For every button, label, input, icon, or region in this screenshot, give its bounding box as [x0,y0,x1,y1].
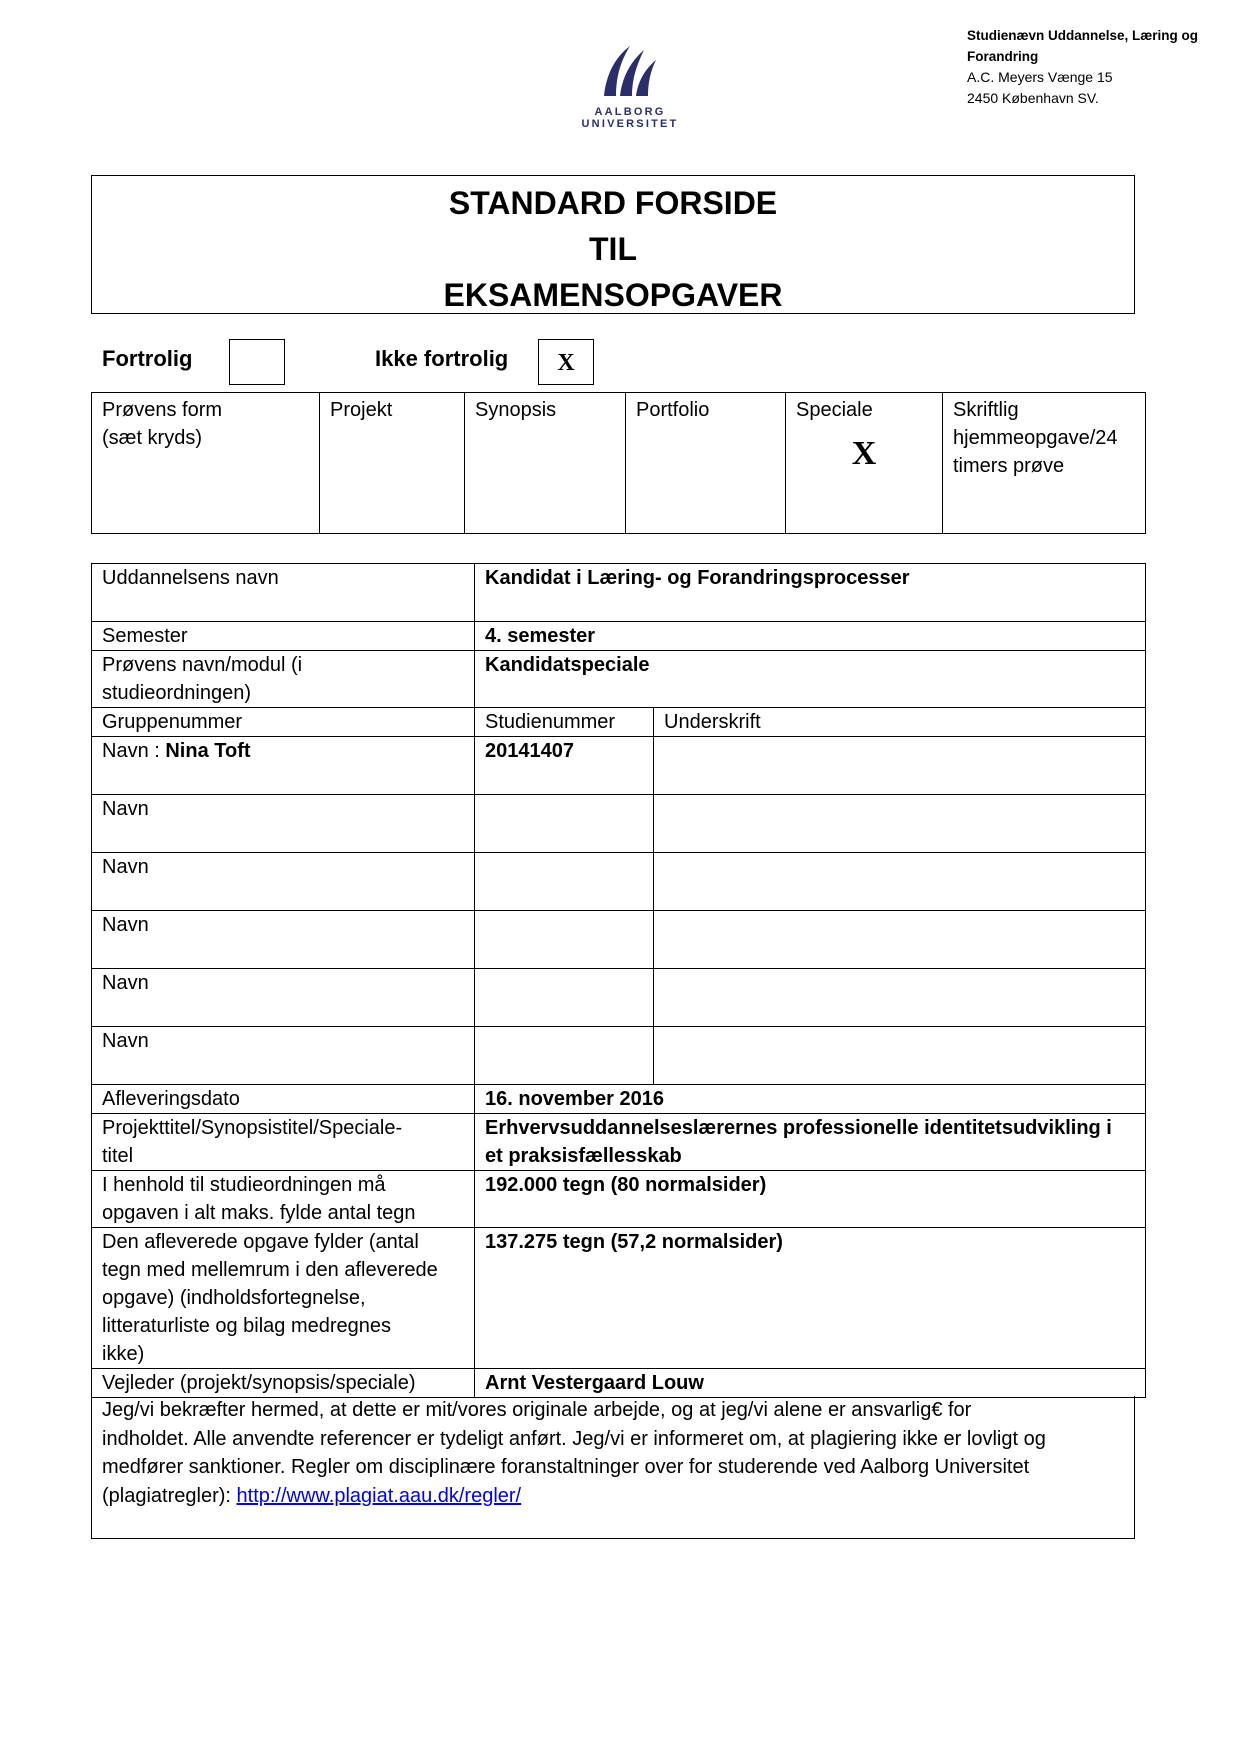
table-row [92,911,1146,969]
title-line: TIL [589,231,637,267]
underskrift-header: Underskrift [654,708,1146,737]
titel-label: Projekttitel/Synopsistitel/Speciale- titel [92,1114,475,1171]
ikke-fortrolig-checkbox[interactable]: X [538,339,594,385]
member-studienummer[interactable] [475,795,654,853]
semester-label: Semester [92,622,475,651]
member-name: Navn [92,795,475,853]
member-underskrift[interactable] [654,911,1146,969]
title-line: STANDARD FORSIDE [448,185,778,221]
form-type-table [91,392,1146,534]
proeve-value: Kandidatspeciale [475,651,1146,708]
ikke-fortrolig-label: Ikke fortrolig [375,346,509,371]
declaration-line: medfører sanktioner. Regler om disciplinære foranstaltninger over for studerende ved Aalborg Universitet [102,1456,1030,1478]
logo-text: AALBORG UNIVERSITET [581,106,679,130]
member-underskrift[interactable] [654,795,1146,853]
member-name: Navn [92,853,475,911]
member-studienummer[interactable] [475,969,654,1027]
aau-logo-icon [600,40,660,100]
member-name: Navn [92,1027,475,1085]
declaration-line: indholdet. Alle anvendte referencer er tydeligt anført. Jeg/vi er informeret om, at plagiering ikke er lovligt og [102,1427,1046,1450]
max-tegn-label: I henhold til studieordningen må opgaven i alt maks. fylde antal tegn [92,1171,475,1228]
semester-value: 4. semester [475,622,1146,651]
vejleder-value: Arnt Vestergaard Louw [475,1369,1146,1398]
fortrolig-checkbox[interactable] [229,339,285,385]
university-logo [555,40,705,140]
option-synopsis[interactable]: Synopsis [465,393,626,534]
vejleder-label: Vejleder (projekt/synopsis/speciale) [92,1369,475,1398]
plagiat-rules-link[interactable]: http://www.plagiat.aau.dk/regler/ [236,1484,522,1507]
address-line: Forandring [967,48,1039,64]
uddannelse-label: Uddannelsens navn [92,564,475,622]
table-row [92,737,1146,795]
address-line: A.C. Meyers Vænge 15 [967,69,1113,85]
check-mark: X [851,435,877,472]
studienummer-header: Studienummer [475,708,654,737]
page-title [91,175,1135,314]
uddannelse-value: Kandidat i Læring- og Forandringsprocesser [475,564,1146,622]
member-studienummer[interactable] [475,911,654,969]
option-speciale[interactable]: Speciale X [786,393,943,534]
option-portfolio[interactable]: Portfolio [626,393,786,534]
member-name: Navn [92,969,475,1027]
address-line: 2450 København SV. [967,89,1099,106]
details-table [91,563,1146,1398]
declaration-box [91,1396,1135,1539]
table-row [92,853,1146,911]
form-type-label: Prøvens form (sæt kryds) [92,393,320,534]
fortrolig-label: Fortrolig [102,346,193,371]
proeve-label: Prøvens navn/modul (i studieordningen) [92,651,475,708]
declaration-line: (plagiatregler): http://www.plagiat.aau.dk/regler/ [102,1484,522,1507]
title-line: EKSAMENSOPGAVER [443,277,783,313]
member-studienummer[interactable] [475,853,654,911]
actual-tegn-label: Den afleverede opgave fylder (antal tegn med mellemrum i den afleverede opgave) (indholdsfortegnelse, litteraturliste og bilag medregnes ikke) [92,1228,475,1369]
table-row [92,1027,1146,1085]
afleveringsdato-label: Afleveringsdato [92,1085,475,1114]
member-underskrift[interactable] [654,969,1146,1027]
gruppe-label: Gruppenummer [92,708,475,737]
option-projekt[interactable]: Projekt [320,393,465,534]
member-studienummer[interactable] [475,1027,654,1085]
declaration-line: Jeg/vi bekræfter hermed, at dette er mit/vores originale arbejde, og at jeg/vi alene er ansvarlig€ for [102,1399,972,1421]
member-studienummer: 20141407 [475,737,654,795]
table-row [92,795,1146,853]
option-skriftlig[interactable]: Skriftlig hjemmeopgave/24 timers prøve [943,393,1146,534]
member-underskrift[interactable] [654,737,1146,795]
table-row [92,969,1146,1027]
actual-tegn-value: 137.275 tegn (57,2 normalsider) [475,1228,1146,1369]
member-underskrift[interactable] [654,853,1146,911]
member-underskrift[interactable] [654,1027,1146,1085]
afleveringsdato-value: 16. november 2016 [475,1085,1146,1114]
address-block [967,26,1237,108]
member-name: Navn : Nina Toft [92,737,475,795]
member-name: Navn [92,911,475,969]
address-line: Studienævn Uddannelse, Læring og [967,28,1199,43]
titel-value: Erhvervsuddannelseslærernes professionelle identitetsudvikling i et praksisfællesskab [475,1114,1146,1171]
max-tegn-value: 192.000 tegn (80 normalsider) [475,1171,1146,1228]
